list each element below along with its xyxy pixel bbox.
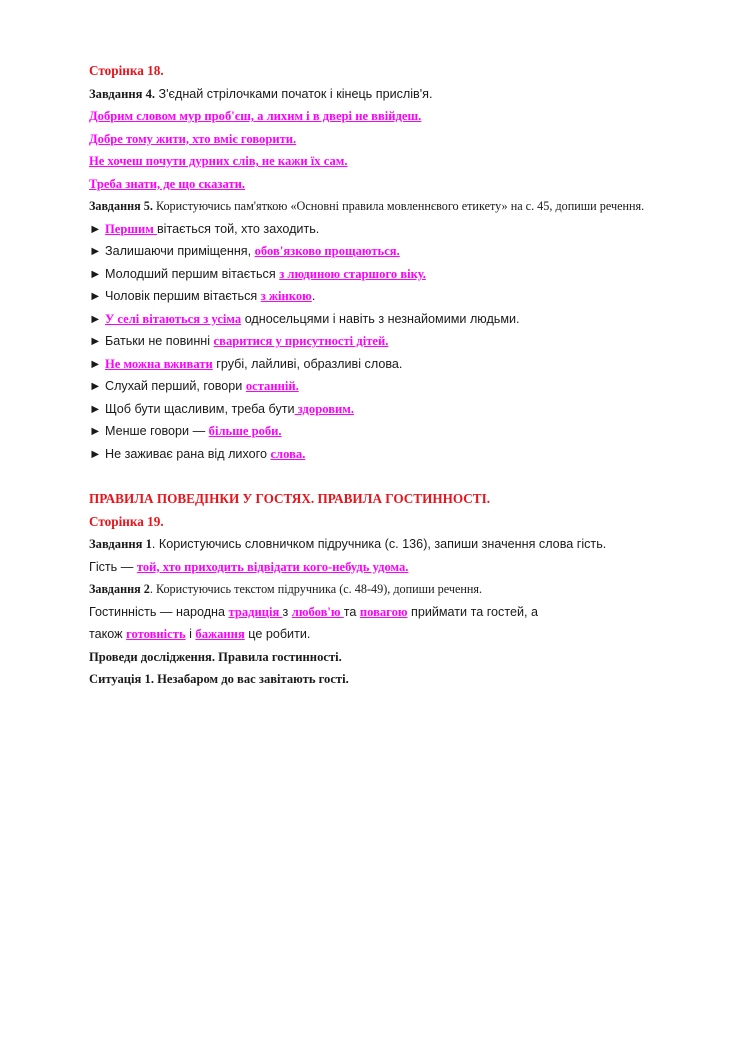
bullet-icon: ► (89, 311, 102, 326)
bullet-icon: ► (89, 221, 102, 236)
task-1-label: Завдання 1 (89, 537, 152, 551)
bullet-icon: ► (89, 289, 102, 303)
task-2-text: . Користуючись текстом підручника (с. 48-49), допиши речення. (149, 582, 483, 596)
rule-line: ► Не можна вживати грубі, лайливі, образливі слова. (89, 356, 403, 371)
proverb-line: Добрим словом мур проб'єш, а лихим і в двері не ввійдеш. (89, 109, 422, 123)
task-5 (89, 195, 699, 218)
rule-line: ► Не заживає рана від лихого слова. (89, 446, 306, 461)
situation-heading: Ситуація 1. Незабаром до вас завітають гості. (89, 672, 349, 686)
rule-line: ► Молодший першим вітається з людиною старшого віку. (89, 266, 426, 281)
rule-line: ► У селі вітаються з усіма односельцями і навіть з незнайомими людьми. (89, 311, 520, 326)
page-19-heading: Сторінка 19. (89, 513, 164, 529)
bullet-icon: ► (89, 356, 102, 371)
proverb-line: Треба знати, де що сказати. (89, 176, 246, 191)
hospitality-sentence-line-2: також готовність і бажання це робити. (89, 627, 311, 641)
bullet-icon: ► (89, 379, 102, 393)
bullet-icon: ► (89, 446, 102, 461)
task-2-label: Завдання 2 (89, 582, 150, 596)
bullet-icon: ► (89, 334, 102, 348)
task-4-text: З'єднай стрілочками початок і кінець прислів'я. (155, 86, 433, 101)
rule-line: ► Менше говори — більше роби. (89, 424, 282, 438)
page-18-heading: Сторінка 18. (89, 63, 164, 78)
rule-line: ► Чоловік першим вітається з жінкою. (89, 289, 316, 303)
proverb-line: Не хочеш почути дурних слів, не кажи їх сам. (89, 154, 348, 168)
section-title: ПРАВИЛА ПОВЕДІНКИ У ГОСТЯХ. ПРАВИЛА ГОСТИННОСТІ. (89, 491, 491, 506)
rule-line: ► Щоб бути щасливим, треба бути здоровим. (89, 401, 354, 416)
hospitality-sentence-line-1: Гостинність — народна традиція з любов'ю та повагою приймати та гостей, а (89, 604, 538, 619)
task-1 (89, 533, 699, 556)
worksheet-content (89, 60, 699, 691)
rule-line: ► Першим вітається той, хто заходить. (89, 221, 320, 236)
task-5-label: Завдання 5. (89, 199, 153, 213)
guest-definition: Гість — той, хто приходить відвідати кого-небудь удома. (89, 559, 409, 574)
task-4 (89, 83, 699, 106)
bullet-icon: ► (89, 244, 102, 258)
spacer (89, 465, 699, 488)
bullet-icon: ► (89, 401, 102, 416)
rule-line: ► Слухай перший, говори останній. (89, 379, 299, 393)
guest-definition-answer: той, хто приходить відвідати кого-небудь удома. (136, 559, 409, 574)
rule-line: ► Залишаючи приміщення, обов'язково прощаються. (89, 244, 400, 258)
rule-line: ► Батьки не повинні сваритися у присутності дітей. (89, 334, 389, 348)
bullet-icon: ► (89, 266, 102, 281)
task-5-text: Користуючись пам'яткою «Основні правила мовленнєвого етикету» на с. 45, допиши речення. (152, 199, 645, 213)
task-2 (89, 578, 699, 601)
bullet-icon: ► (89, 424, 102, 438)
task-1-text: . Користуючись словничком підручника (с. 136), запиши значення слова гість. (151, 537, 607, 551)
research-heading: Проведи дослідження. Правила гостинності. (89, 649, 342, 664)
proverb-line: Добре тому жити, хто вміє говорити. (89, 131, 297, 146)
task-4-label: Завдання 4. (89, 86, 156, 101)
